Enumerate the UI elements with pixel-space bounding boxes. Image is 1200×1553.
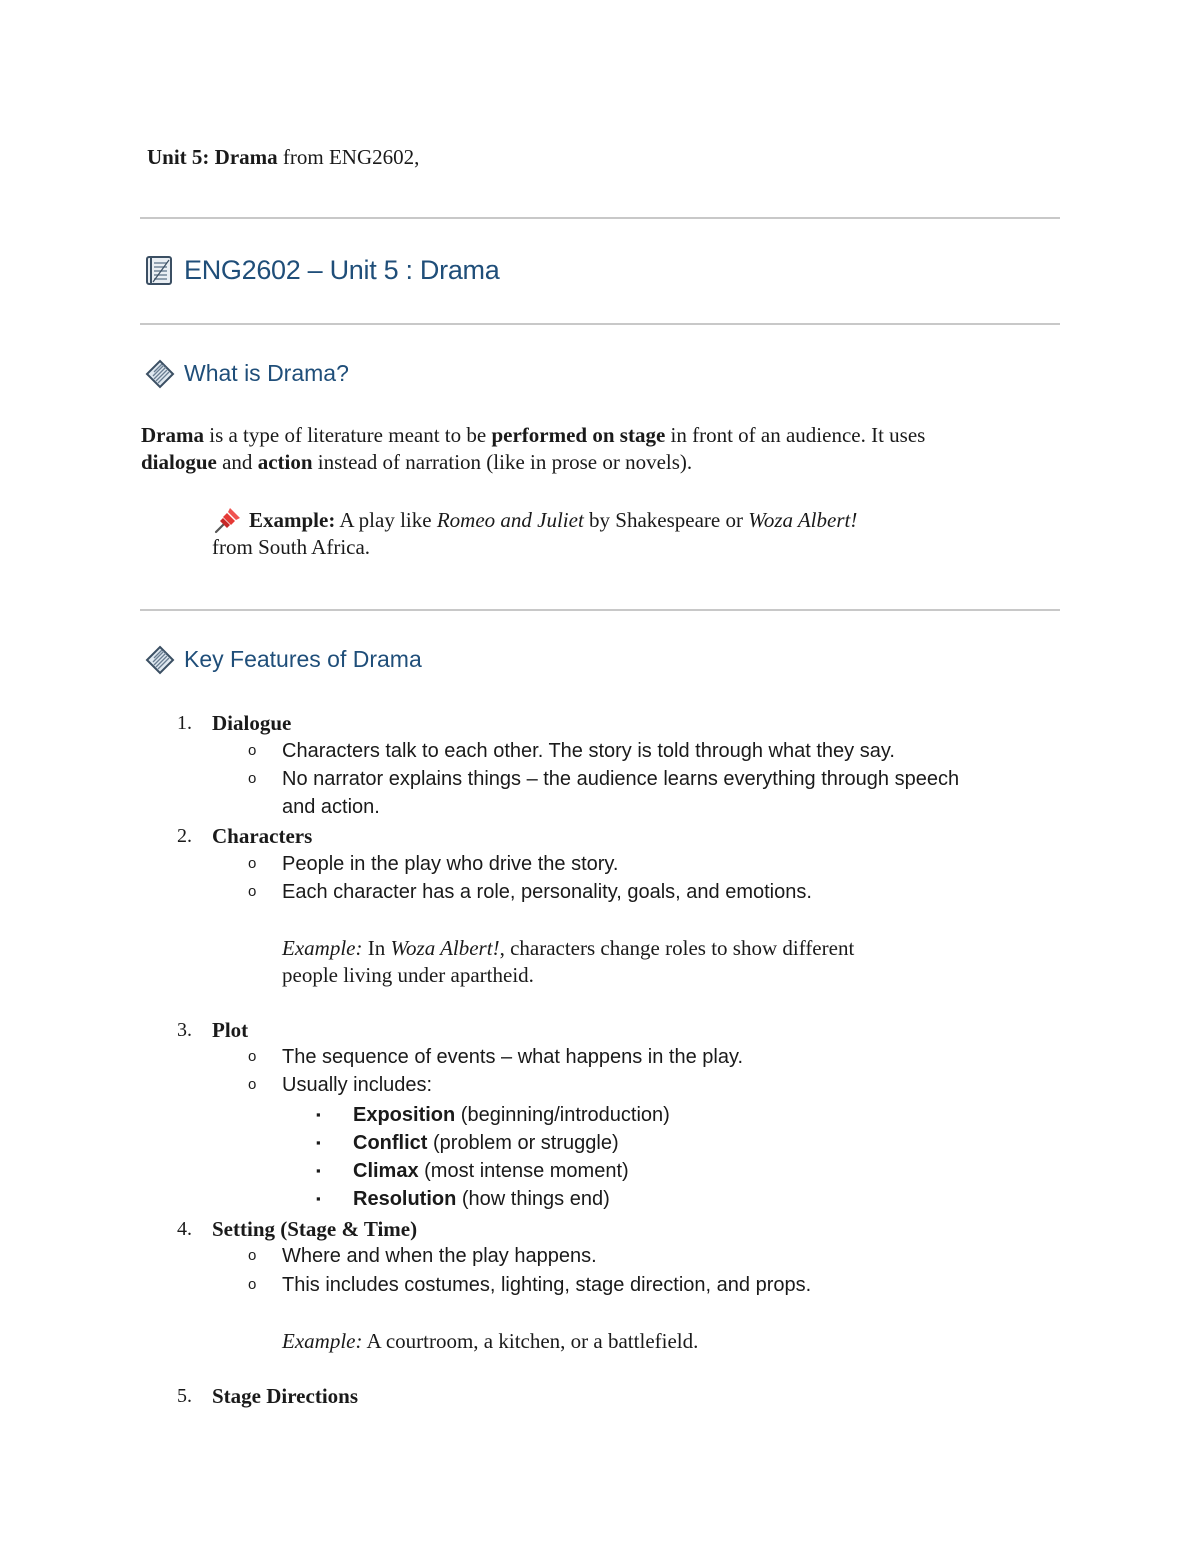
unit-label: Unit 5: (147, 145, 210, 169)
title-woza-albert: Woza Albert! (390, 936, 500, 960)
term-conflict: Conflict (353, 1132, 428, 1154)
drama-definition-paragraph (141, 422, 1051, 476)
example-label: Example: (282, 936, 363, 960)
list-number: 3. (177, 1019, 192, 1041)
text-span: (beginning/introduction) (455, 1104, 670, 1126)
bullet-text: Characters talk to each other. The story is told through what they say. (282, 740, 895, 762)
example-note (282, 935, 982, 989)
bullet-circle: o (248, 883, 257, 900)
list-item-title: Dialogue (212, 711, 292, 735)
term-climax: Climax (353, 1160, 419, 1182)
title-romeo-and-juliet: Romeo and Juliet (436, 508, 584, 532)
sub-bullet-square: ▪ (316, 1163, 321, 1178)
bullet-circle: o (248, 1276, 257, 1293)
bullet-text: Each character has a role, personality, goals, and emotions. (282, 881, 812, 903)
section-heading-key-features: Key Features of Drama (184, 646, 422, 672)
term-action: action (257, 450, 313, 474)
text-span: instead of narration (like in prose or novels). (312, 450, 693, 474)
term-dialogue: dialogue (141, 450, 217, 474)
bullet-text: This includes costumes, lighting, stage direction, and props. (282, 1274, 812, 1296)
term-performed-on-stage: performed on stage (491, 423, 666, 447)
list-number: 2. (177, 825, 192, 847)
example-callout (212, 507, 972, 561)
diamond-icon (145, 359, 175, 389)
list-number: 5. (177, 1385, 192, 1407)
example-line: people living under apartheid. (282, 963, 534, 987)
term-drama: Drama (141, 423, 204, 447)
drama-label: Drama (214, 145, 278, 169)
example-line (282, 935, 982, 962)
sub-bullet-text (353, 1157, 629, 1185)
bullet-text: Where and when the play happens. (282, 1245, 597, 1267)
example-label: Example: (249, 508, 336, 532)
bullet-text: The sequence of events – what happens in the play. (282, 1046, 744, 1068)
divider (140, 323, 1060, 325)
document-header-line (147, 143, 419, 171)
text-span: A play like (335, 508, 437, 532)
example-label: Example: (282, 1329, 363, 1353)
text-span: by Shakespeare or (583, 508, 749, 532)
list-item-title: Characters (212, 824, 313, 848)
text-span: A courtroom, a kitchen, or a battlefield. (362, 1329, 699, 1353)
section-heading-what-is-drama: What is Drama? (184, 360, 349, 386)
sub-bullet-square: ▪ (316, 1107, 321, 1122)
bullet-text-continuation: and action. (282, 796, 380, 818)
sub-bullet-text (353, 1101, 670, 1129)
example-line (212, 507, 972, 534)
header-rest: from ENG2602, (277, 145, 420, 169)
list-number: 1. (177, 712, 192, 734)
sub-bullet-text (353, 1185, 610, 1213)
bullet-text: People in the play who drive the story. (282, 853, 619, 875)
text-span: , characters change roles to show different (499, 936, 855, 960)
term-resolution: Resolution (353, 1188, 457, 1210)
text-span: (how things end) (456, 1188, 610, 1210)
sub-bullet-text (353, 1129, 619, 1157)
list-item-title: Stage Directions (212, 1384, 359, 1408)
page-title: ENG2602 – Unit 5 : Drama (184, 255, 500, 285)
bullet-circle: o (248, 855, 257, 872)
example-line: from South Africa. (212, 535, 371, 559)
notebook-icon (145, 254, 175, 286)
bullet-circle: o (248, 742, 257, 759)
bullet-text: No narrator explains things – the audience learns everything through speech (282, 768, 960, 790)
example-note (282, 1328, 982, 1355)
divider (140, 609, 1060, 611)
text-span: in front of an audience. It uses (665, 423, 926, 447)
bullet-text: Usually includes: (282, 1074, 433, 1096)
list-item-title: Setting (Stage & Time) (212, 1217, 418, 1241)
bullet-circle: o (248, 1076, 257, 1093)
text-span: and (216, 450, 258, 474)
paragraph-line (141, 422, 1051, 449)
bullet-circle: o (248, 770, 257, 787)
text-span: is a type of literature meant to be (203, 423, 492, 447)
bullet-circle: o (248, 1247, 257, 1264)
term-exposition: Exposition (353, 1104, 456, 1126)
title-woza-albert: Woza Albert! (748, 508, 858, 532)
sub-bullet-square: ▪ (316, 1135, 321, 1150)
list-number: 4. (177, 1218, 192, 1240)
text-span: In (362, 936, 391, 960)
paragraph-line (141, 449, 1051, 476)
list-item-title: Plot (212, 1018, 249, 1042)
sub-bullet-square: ▪ (316, 1191, 321, 1206)
text-span: (problem or struggle) (427, 1132, 619, 1154)
bullet-circle: o (248, 1048, 257, 1065)
diamond-icon (145, 645, 175, 675)
text-span: (most intense moment) (418, 1160, 629, 1182)
divider (140, 217, 1060, 219)
